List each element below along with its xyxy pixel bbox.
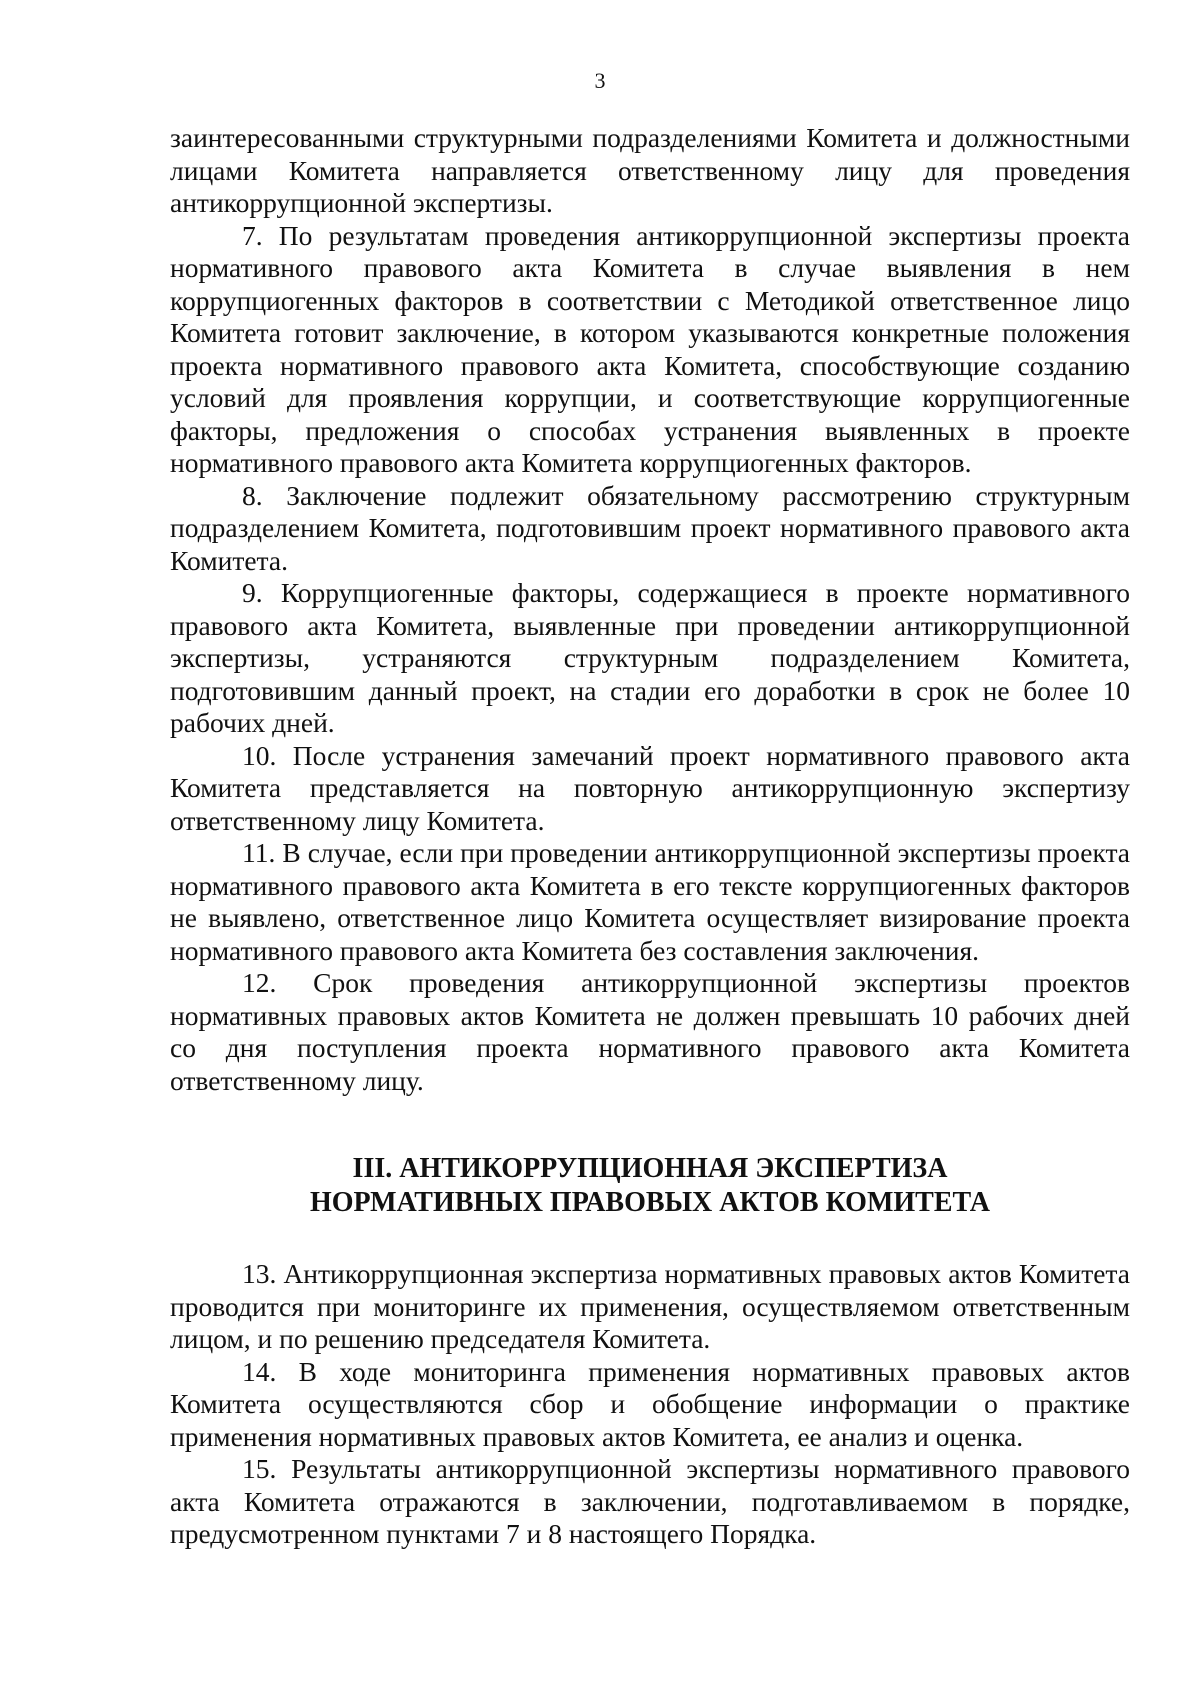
paragraph-15: 15. Результаты антикоррупционной экспертизы нормативного правового акта Комитета отражаются в заключении, подготавливаемом в порядке, предусмотренном пунктами 7 и 8 настоящего Порядка. [170, 1453, 1130, 1549]
body-text-bottom [170, 1258, 1130, 1551]
paragraph-12: 12. Срок проведения антикоррупционной экспертизы проектов нормативных правовых актов Комитета не должен превышать 10 рабочих дней со дня поступления проекта нормативного правового акта Комитета ответственному лицу. [170, 967, 1130, 1096]
paragraph-10: 10. После устранения замечаний проект нормативного правового акта Комитета представляется на повторную антикоррупционную экспертизу ответственному лицу Комитета. [170, 739, 1130, 836]
paragraph-13: 13. Антикоррупционная экспертиза нормативных правовых актов Комитета проводится при мониторинге их применения, осуществляемом ответственным лицом, и по решению председателя Комитета. [170, 1258, 1130, 1354]
section-heading-line-2: НОРМАТИВНЫХ ПРАВОВЫХ АКТОВ КОМИТЕТА [309, 1187, 991, 1218]
paragraph-14: 14. В ходе мониторинга применения нормативных правовых актов Комитета осуществляются сбор и обобщение информации о практике применения нормативных правовых актов Комитета, ее анализ и оценка. [170, 1355, 1130, 1452]
body-text-top [170, 122, 1130, 1097]
paragraph-8: 8. Заключение подлежит обязательному рассмотрению структурным подразделением Комитета, подготовившим проект нормативного правового акта Комитета. [170, 479, 1130, 576]
page-number: 3 [594, 68, 606, 93]
paragraph-7: 7. По результатам проведения антикоррупционной экспертизы проекта нормативного правового акта Комитета в случае выявления в нем коррупциогенных факторов в соответствии с Методикой ответственное лицо Комитета готовит заключение, в котором указываются конкретные положения проекта нормативного правового акта Комитета, способствующие созданию условий для проявления коррупции, и соответствующие коррупциогенные факторы, предложения о способах устранения выявленных в проекте нормативного правового акта Комитета коррупциогенных факторов. [170, 219, 1130, 478]
section-heading-line-1: III. АНТИКОРРУПЦИОННАЯ ЭКСПЕРТИЗА [352, 1153, 948, 1184]
section-heading [170, 1152, 1130, 1220]
paragraph-9: 9. Коррупциогенные факторы, содержащиеся в проекте нормативного правового акта Комитета, выявленные при проведении антикоррупционной экспертизы, устраняются структурным подразделением Комитета, подготовившим данный проект, на стадии его доработки в срок не более 10 рабочих дней. [170, 577, 1130, 738]
paragraph-continuation: заинтересованными структурными подразделениями Комитета и должностными лицами Комитета направляется ответственному лицу для проведения антикоррупционной экспертизы. [170, 122, 1130, 218]
paragraph-11: 11. В случае, если при проведении антикоррупционной экспертизы проекта нормативного правового акта Комитета в его тексте коррупциогенных факторов не выявлено, ответственное лицо Комитета осуществляет визирование проекта нормативного правового акта Комитета без составления заключения. [170, 837, 1130, 966]
